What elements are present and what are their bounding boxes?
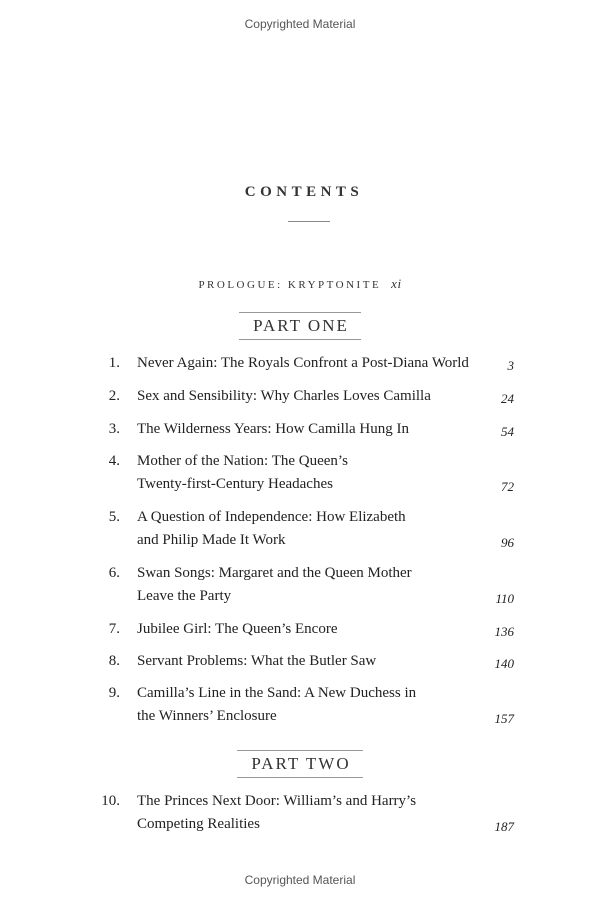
toc-entry-number: 10.: [101, 793, 120, 809]
toc-entry-title: Servant Problems: What the Butler Saw: [137, 653, 377, 669]
part-one-heading: [0, 312, 600, 340]
toc-entry-number: 8.: [108, 653, 120, 669]
prologue-entry: [0, 276, 600, 292]
title-divider: [288, 221, 330, 222]
toc-entry-page: 72: [501, 479, 514, 494]
part-two-label: PART TWO: [237, 750, 362, 778]
toc-entry-title: Mother of the Nation: The Queen’s Twenty-first-Century Headaches: [137, 453, 348, 492]
toc-entry-page: 24: [501, 391, 514, 406]
toc-entry-page: 157: [494, 711, 514, 726]
toc-entry-title: Jubilee Girl: The Queen’s Encore: [137, 621, 338, 637]
toc-entry-page: 96: [501, 535, 514, 550]
toc-entry-number: 4.: [108, 453, 120, 469]
prologue-label: PROLOGUE: KRYPTONITE: [198, 279, 382, 291]
toc-entry-title: Swan Songs: Margaret and the Queen Mother Leave the Party: [137, 565, 412, 604]
toc-entry-title: Never Again: The Royals Confront a Post-Diana World: [137, 355, 469, 371]
toc-entry-page: 110: [495, 591, 514, 606]
part-one-label: PART ONE: [239, 312, 361, 340]
toc-entry-page: 140: [494, 656, 514, 671]
toc-entry-title: Camilla’s Line in the Sand: A New Duchess in the Winners’ Enclosure: [137, 685, 417, 724]
copyright-footer: Copyrighted Material: [244, 873, 356, 887]
toc-entry-page: 3: [507, 358, 514, 373]
toc-entry-title: The Princes Next Door: William’s and Harry’s Competing Realities: [137, 793, 417, 832]
toc-entry-number: 7.: [108, 621, 120, 637]
toc-entry-number: 5.: [108, 509, 120, 525]
contents-title: CONTENTS: [244, 184, 364, 200]
toc-entry-page: 187: [494, 819, 514, 834]
part-two-heading: [0, 750, 600, 778]
copyright-header: Copyrighted Material: [244, 17, 356, 31]
toc-entry-number: 2.: [108, 388, 120, 404]
prologue-page: xi: [391, 276, 402, 291]
toc-entry-number: 1.: [108, 355, 120, 371]
toc-entry-title: Sex and Sensibility: Why Charles Loves Camilla: [137, 388, 431, 404]
toc-entry-title: A Question of Independence: How Elizabeth and Philip Made It Work: [137, 509, 406, 548]
toc-entry-number: 9.: [108, 685, 120, 701]
toc-entry-title: The Wilderness Years: How Camilla Hung In: [137, 421, 409, 437]
toc-entry-number: 3.: [108, 421, 120, 437]
toc-entry-number: 6.: [108, 565, 120, 581]
toc-entry-page: 54: [501, 424, 514, 439]
toc-entry-page: 136: [494, 624, 514, 639]
